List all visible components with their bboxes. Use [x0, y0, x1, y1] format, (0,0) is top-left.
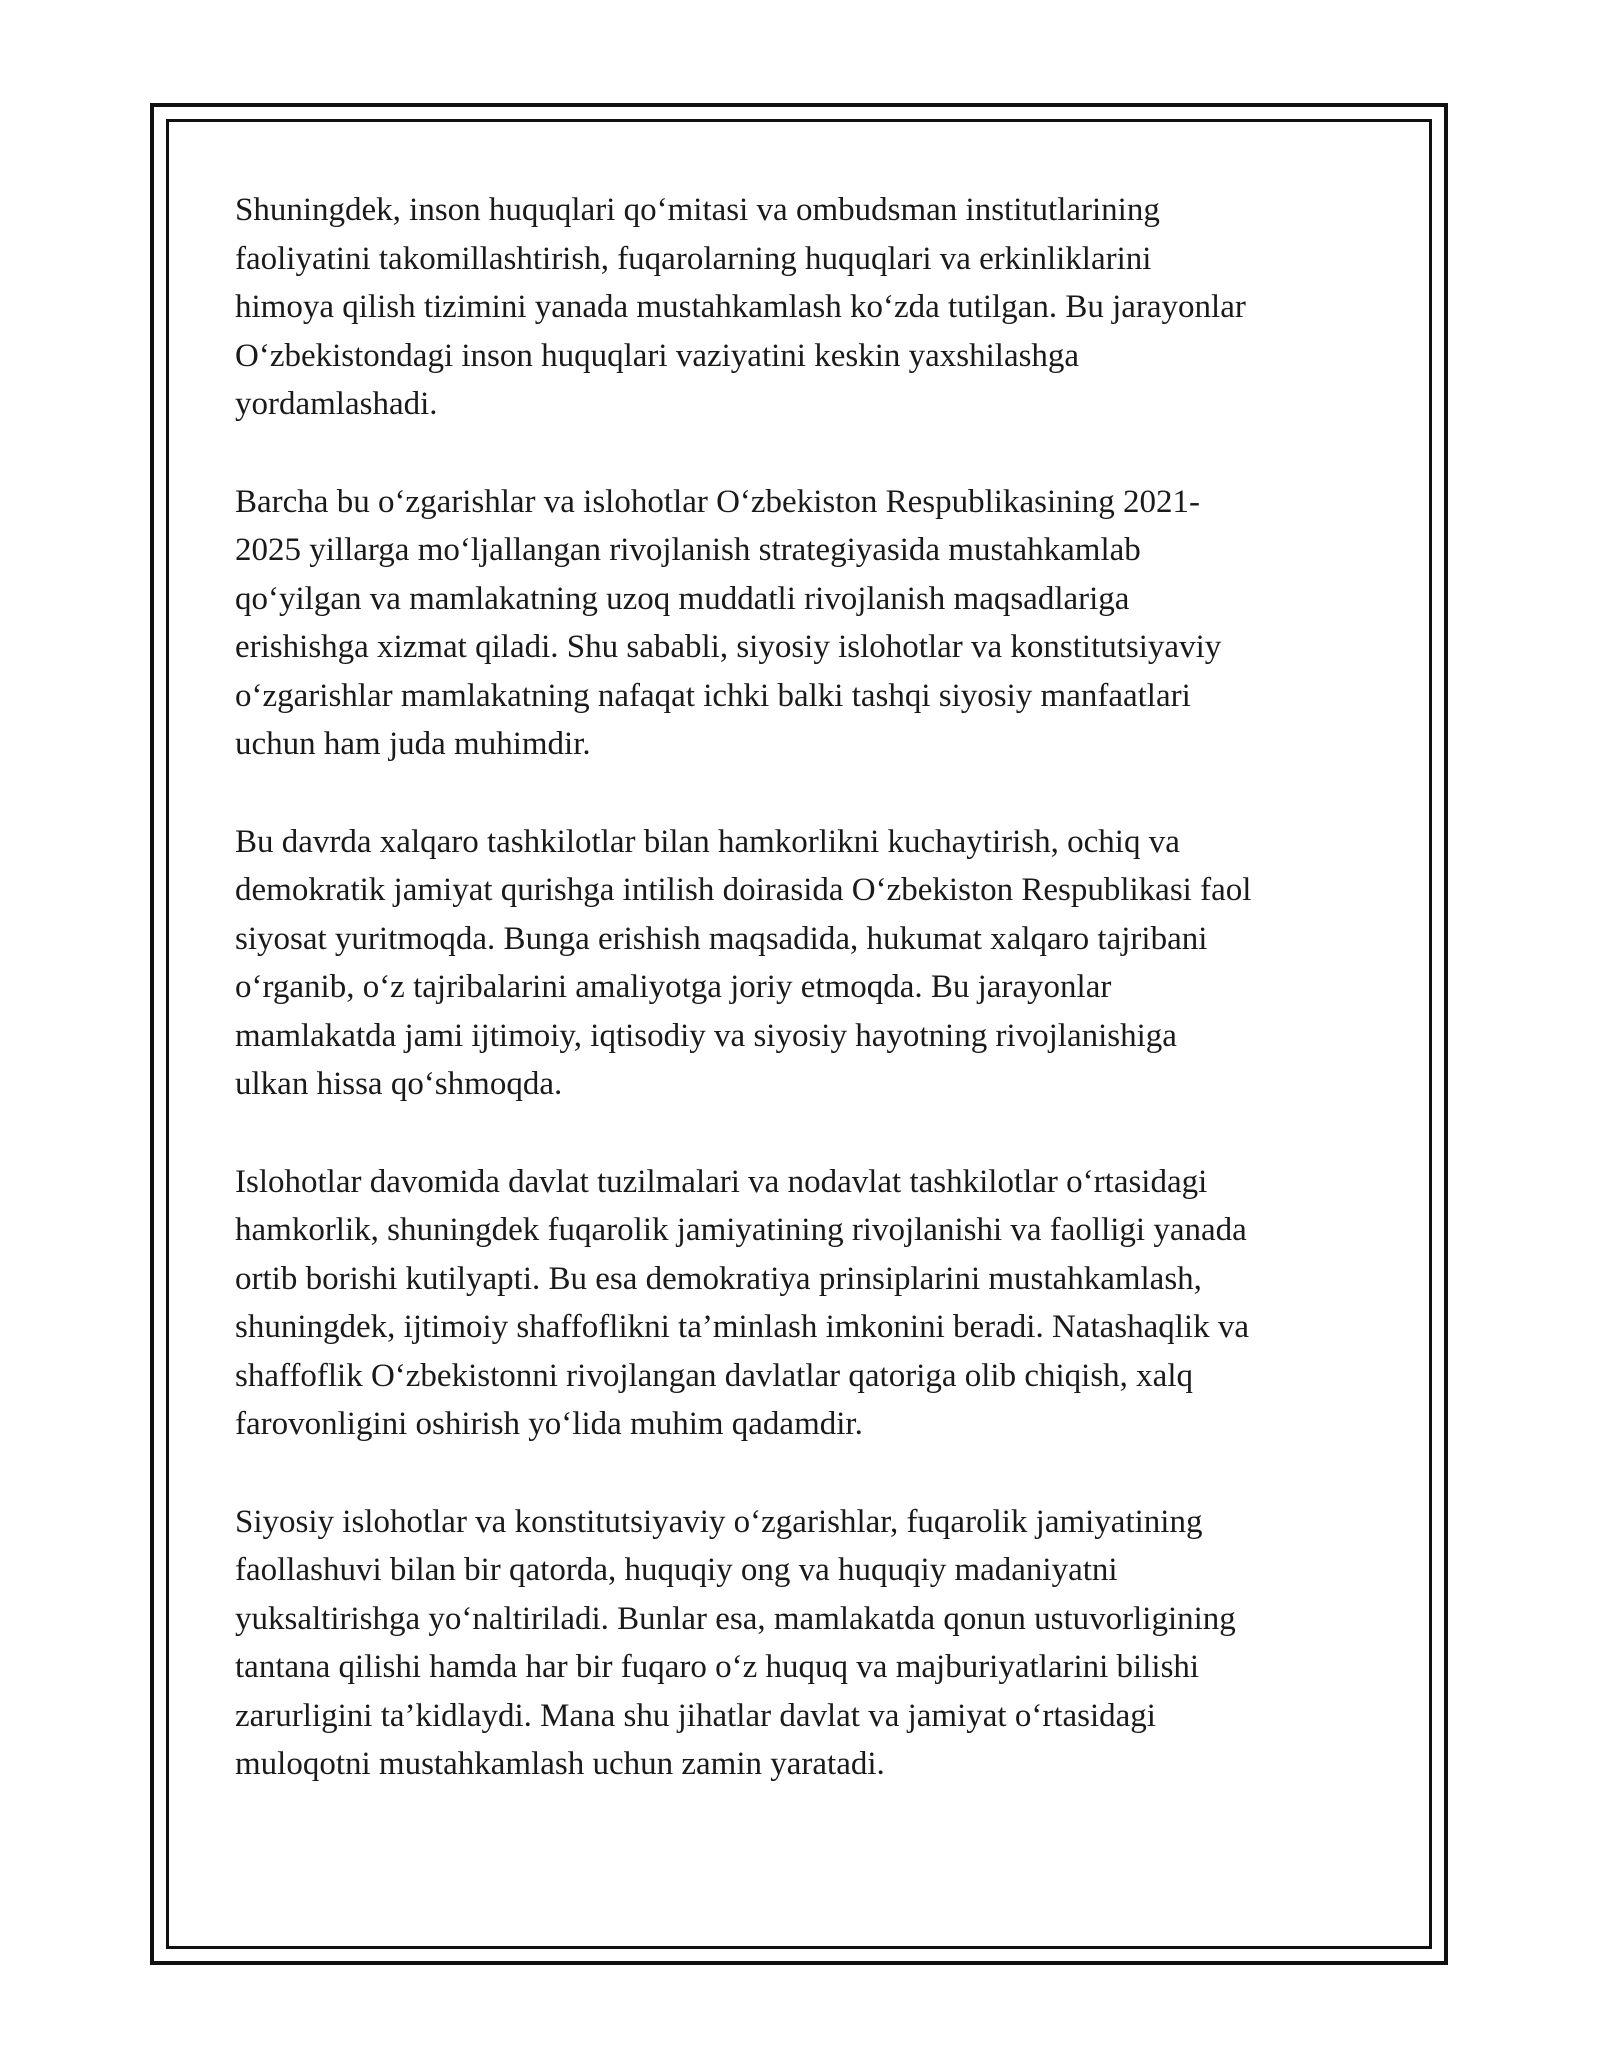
paragraph-5 — [235, 1498, 1385, 1789]
text-line: Barcha bu o‘zgarishlar va islohotlar O‘zbekiston Respublikasining 2021- — [235, 483, 1201, 520]
text-line: Shuningdek, inson huquqlari qo‘mitasi va ombudsman institutlarining — [235, 192, 1160, 228]
paragraph-4 — [235, 1158, 1385, 1449]
text-line: mamlakatda jami ijtimoiy, iqtisodiy va siyosiy hayotning rivojlanishiga — [235, 1017, 1177, 1054]
text-line: ortib borishi kutilyapti. Bu esa demokratiya prinsiplarini mustahkamlash, — [235, 1260, 1202, 1297]
text-line: zarurligini ta’kidlaydi. Mana shu jihatlar davlat va jamiyat o‘rtasidagi — [235, 1697, 1156, 1734]
text-line: qo‘yilgan va mamlakatning uzoq muddatli rivojlanish maqsadlariga — [235, 580, 1130, 617]
text-line: tantana qilishi hamda har bir fuqaro o‘z huquq va majburiyatlarini bilishi — [235, 1649, 1200, 1685]
text-line: hamkorlik, shuningdek fuqarolik jamiyatining rivojlanishi va faolligi yanada — [235, 1212, 1247, 1248]
text-line: yordamlashadi. — [235, 386, 438, 422]
paragraph-1 — [235, 186, 1385, 429]
text-line: yuksaltirishga yo‘naltiriladi. Bunlar esa, mamlakatda qonun ustuvorligining — [235, 1600, 1236, 1637]
document-body — [235, 186, 1385, 1838]
text-line: himoya qilish tizimini yanada mustahkamlash ko‘zda tutilgan. Bu jarayonlar — [235, 289, 1246, 325]
paragraph-3 — [235, 818, 1385, 1109]
text-line: Bu davrda xalqaro tashkilotlar bilan hamkorlikni kuchaytirish, ochiq va — [235, 823, 1180, 860]
text-line: shuningdek, ijtimoiy shaffoflikni ta’minlash imkonini beradi. Natashaqlik va — [235, 1309, 1249, 1345]
text-line: Islohotlar davomida davlat tuzilmalari va nodavlat tashkilotlar o‘rtasidagi — [235, 1163, 1208, 1200]
text-line: faollashuvi bilan bir qatorda, huquqiy ong va huquqiy madaniyatni — [235, 1552, 1118, 1588]
text-line: o‘rganib, o‘z tajribalarini amaliyotga joriy etmoqda. Bu jarayonlar — [235, 969, 1112, 1005]
text-line: erishishga xizmat qiladi. Shu sababli, siyosiy islohotlar va konstitutsiyaviy — [235, 629, 1222, 665]
text-line: uchun ham juda muhimdir. — [235, 726, 591, 762]
text-line: demokratik jamiyat qurishga intilish doirasida O‘zbekiston Respublikasi faol — [235, 872, 1252, 908]
text-line: 2025 yillarga mo‘ljallangan rivojlanish strategiyasida mustahkamlab — [235, 532, 1141, 568]
text-line: shaffoflik O‘zbekistonni rivojlangan davlatlar qatoriga olib chiqish, xalq — [235, 1357, 1193, 1394]
paragraph-2 — [235, 478, 1385, 769]
text-line: farovonligini oshirish yo‘lida muhim qadamdir. — [235, 1406, 863, 1442]
text-line: muloqotni mustahkamlash uchun zamin yaratadi. — [235, 1746, 885, 1782]
text-line: ulkan hissa qo‘shmoqda. — [235, 1066, 563, 1102]
text-line: siyosat yuritmoqda. Bunga erishish maqsadida, hukumat xalqaro tajribani — [235, 920, 1208, 957]
text-line: O‘zbekistondagi inson huquqlari vaziyatini keskin yaxshilashga — [235, 337, 1080, 374]
text-line: faoliyatini takomillashtirish, fuqarolarning huquqlari va erkinliklarini — [235, 240, 1152, 277]
text-line: o‘zgarishlar mamlakatning nafaqat ichki balki tashqi siyosiy manfaatlari — [235, 677, 1191, 714]
text-line: Siyosiy islohotlar va konstitutsiyaviy o‘zgarishlar, fuqarolik jamiyatining — [235, 1503, 1203, 1540]
